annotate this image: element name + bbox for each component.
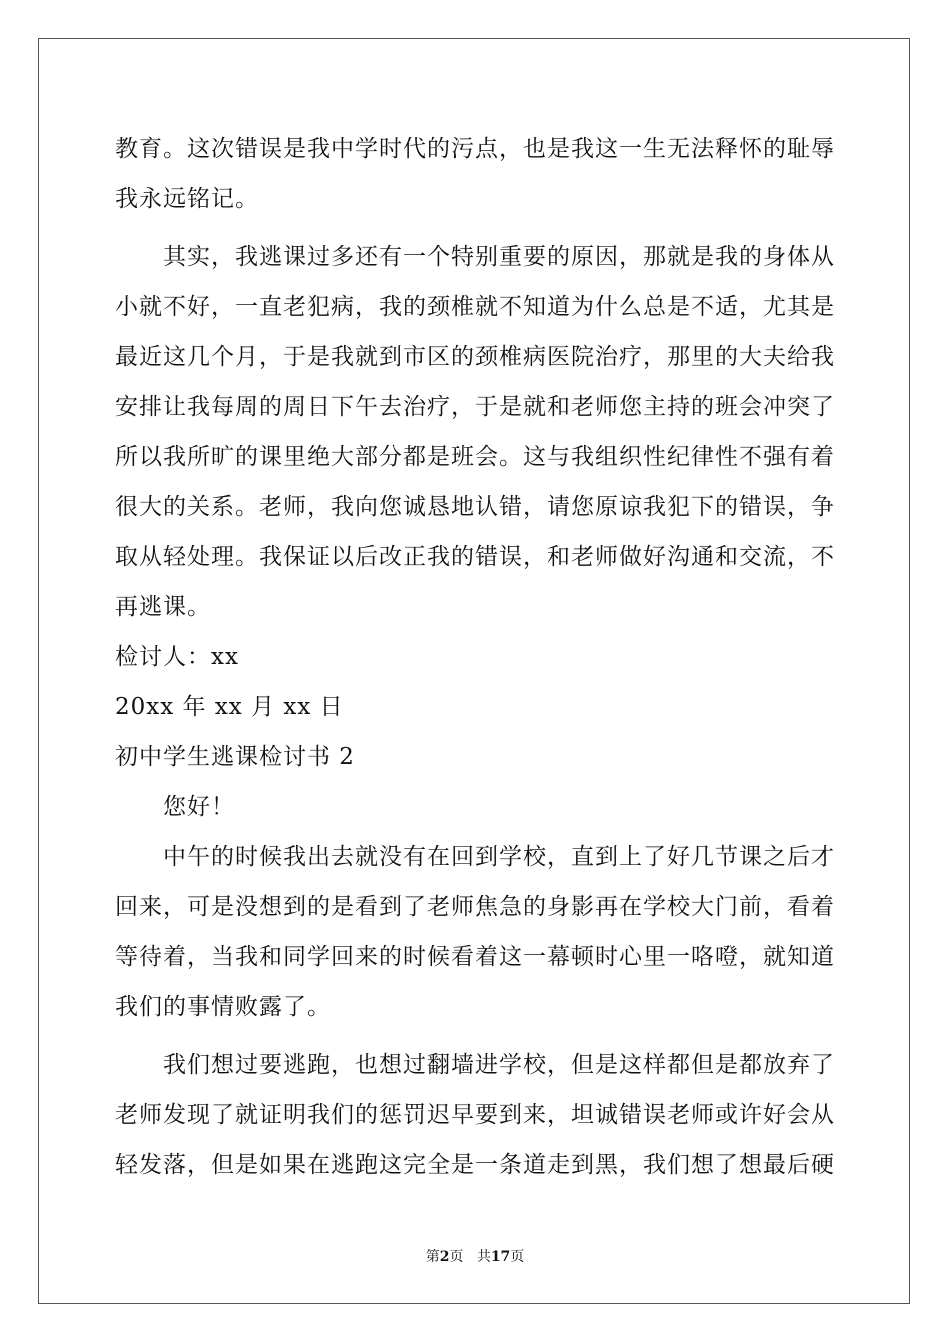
page-total: 17 bbox=[490, 1249, 511, 1265]
document-body bbox=[115, 124, 835, 1190]
text-line: 中午的时候我出去就没有在回到学校，直到上了好几节课之后才 bbox=[163, 844, 835, 870]
text-line: 很大的关系。老师，我向您诚恳地认错，请您原谅我犯下的错误，争 bbox=[115, 494, 835, 520]
text-line: 老师发现了就证明我们的惩罚迟早要到来，坦诚错误老师或许好会从 bbox=[115, 1102, 835, 1128]
text-line: 我们想过要逃跑，也想过翻墙进学校，但是这样都但是都放弃了 bbox=[163, 1052, 835, 1078]
text-line: 取从轻处理。我保证以后改正我的错误，和老师做好沟通和交流，不 bbox=[115, 544, 835, 570]
total-prefix: 共 bbox=[476, 1249, 491, 1265]
text-line: 我们的事情败露了。 bbox=[115, 994, 331, 1020]
text-line: 最近这几个月，于是我就到市区的颈椎病医院治疗，那里的大夫给我 bbox=[115, 344, 835, 370]
page-current: 2 bbox=[439, 1249, 450, 1265]
section-title: 初中学生逃课检讨书 2 bbox=[115, 744, 355, 770]
text-line: 我永远铭记。 bbox=[115, 186, 259, 212]
page-suffix: 页 bbox=[449, 1249, 464, 1265]
text-line: 回来，可是没想到的是看到了老师焦急的身影再在学校大门前，看着 bbox=[115, 894, 835, 920]
text-line: 教育。这次错误是我中学时代的污点，也是我这一生无法释怀的耻辱 bbox=[115, 136, 835, 162]
page-prefix: 第 bbox=[425, 1249, 440, 1265]
text-line: 所以我所旷的课里绝大部分都是班会。这与我组织性纪律性不强有着 bbox=[115, 444, 835, 470]
signer: 检讨人：xx bbox=[115, 644, 239, 670]
text-line: 小就不好，一直老犯病，我的颈椎就不知道为什么总是不适，尤其是 bbox=[115, 294, 835, 320]
text-line: 安排让我每周的周日下午去治疗，于是就和老师您主持的班会冲突了 bbox=[115, 394, 835, 420]
text-line: 等待着，当我和同学回来的时候看着这一幕顿时心里一咯噔，就知道 bbox=[115, 944, 835, 970]
text-line: 轻发落，但是如果在逃跑这完全是一条道走到黑，我们想了想最后硬 bbox=[115, 1152, 835, 1178]
date: 20xx 年 xx 月 xx 日 bbox=[115, 694, 344, 720]
greeting: 您好！ bbox=[163, 794, 235, 820]
text-line: 再逃课。 bbox=[115, 594, 211, 620]
page-footer bbox=[0, 1246, 950, 1266]
text-line: 其实，我逃课过多还有一个特别重要的原因，那就是我的身体从 bbox=[163, 244, 835, 270]
total-suffix: 页 bbox=[510, 1249, 525, 1265]
